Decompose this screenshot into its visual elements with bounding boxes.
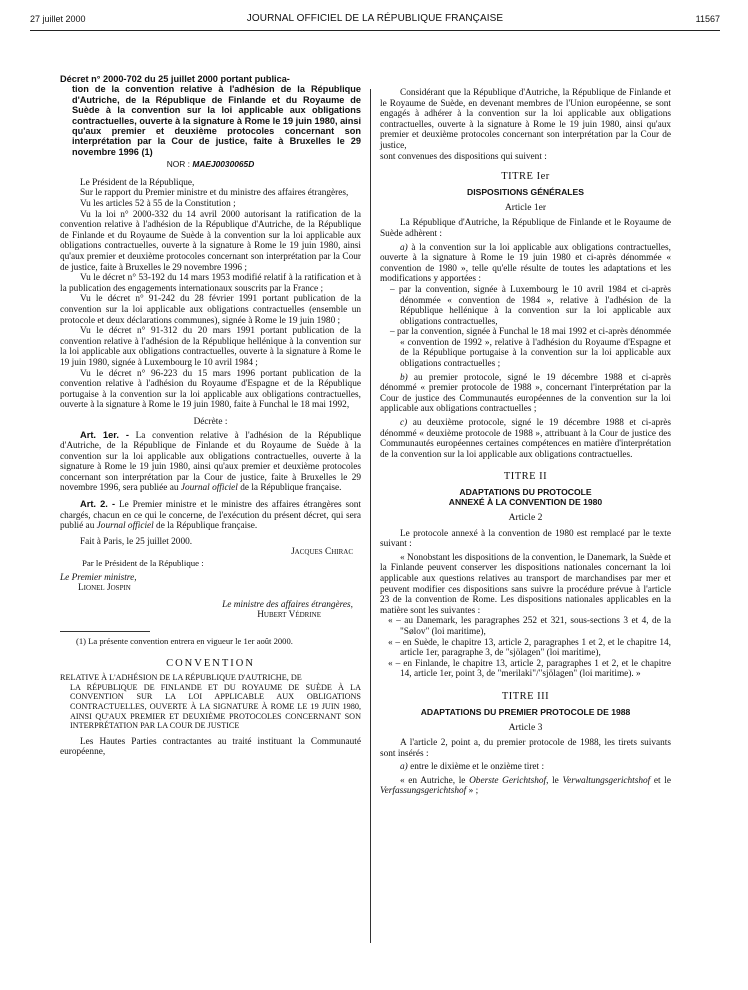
decree-paragraph: Vu le décret n° 91-312 du 20 mars 1991 portant publication de la convention relative à l'adhésion de la République hellénique à la convention sur la loi applicable aux obligations contractuelles, ouverte à la signature à Rome le 19 juin 1980, signée à Luxembourg le 10 avril 1984 ; (60, 326, 361, 368)
article-3-quote (380, 776, 671, 797)
article-2-label: Art. 2. - (80, 499, 116, 510)
point-b-text: au premier protocole, signé le 19 décembre 1988 et ci-après dénommé « premier protocole de 1988 », concernant l'interprétation par la Cour de justice des Communautés européennes de la convention sur la loi applicable aux obligations contractuelles ; (380, 372, 671, 415)
premier-ministre-title: Le Premier ministre, (60, 572, 137, 583)
article-2-text-end: de la République française. (153, 521, 258, 532)
court-name: Oberste Gerichtshof (469, 775, 547, 786)
nor-label: NOR : (166, 159, 190, 170)
quote-part: , le (546, 775, 563, 786)
journal-officiel-ref: Journal officiel (96, 521, 154, 532)
court-name: Verwaltungsgerichtshof (562, 775, 651, 786)
article-3-point-a (380, 762, 671, 773)
titre-2-subtitle-line2: ANNEXÉ À LA CONVENTION DE 1980 (448, 497, 603, 507)
footnote: (1) La présente convention entrera en vigueur le 1er août 2000. (76, 636, 293, 646)
nor-value: MAEJ0030065D (192, 159, 255, 170)
point-c (380, 418, 671, 460)
decree-paragraph: Vu le décret n° 53-192 du 14 mars 1953 modifié relatif à la ratification et à la publication des engagements internationaux souscrits par la France ; (60, 273, 361, 294)
point-b (380, 373, 671, 415)
header-date: 27 juillet 2000 (30, 14, 86, 24)
nor-reference (60, 159, 361, 170)
point-c-text: au deuxième protocole, signé le 19 décembre 1988 et ci-après dénommé « deuxième protocole de 1988 », attribuant à la Cour de justice des Communautés européennes certaines compétences en matière d'interprétation de la convention sur la loi applicable aux obligations contractuelles. (380, 418, 671, 460)
signature-president: Jacques Chirac (291, 547, 353, 558)
article-2-heading: Article 2 (508, 512, 543, 523)
decree-paragraph: Sur le rapport du Premier ministre et du ministre des affaires étrangères, (80, 188, 349, 199)
dash-item: – par la convention, signée à Luxembourg le 10 avril 1984 et ci-après dénommée « convention de 1984 », relative à l'adhésion de la République hellénique à la convention sur la loi applicable aux obligations contractuelles, (390, 284, 671, 327)
decree-paragraph: Vu le décret n° 91-242 du 28 février 1991 portant publication de la convention sur la loi applicable aux obligations contractuelles (ensemble un protocole et deux déclarations communes), signée à Rome le 19 juin 1980 ; (60, 294, 361, 326)
convention-subtitle (60, 673, 361, 731)
left-column (60, 74, 361, 758)
convention-title: CONVENTION (166, 657, 255, 669)
convention-subtitle-rest: LA RÉPUBLIQUE DE FINLANDE ET DU ROYAUME DE SUÈDE À LA CONVENTION SUR LA LOI APPLICABLE AUX OBLIGATIONS CONTRACTUELLES, OUVERTE À LA SIGNATURE À ROME LE 19 JUIN 1980, AINSI QU'AUX PREMIER ET DEUXIÈME PROTOCOLES CONCERNANT SON INTERPRÉTATION PAR LA COUR DE JUSTICE (70, 682, 361, 731)
right-column (380, 88, 671, 797)
article-1-intro: La République d'Autriche, la République de Finlande et le Royaume de Suède adhèrent : (380, 218, 671, 239)
article-1-heading: Article 1er (504, 201, 547, 213)
point-a (380, 243, 671, 285)
decree-title-rest: tion de la convention relative à l'adhésion de la République d'Autriche, de la République de Finlande et du Royaume de Suède à la convention sur la loi applicable aux obligations contractuelles, ouverte à la signature à Rome le 19 juin 1980, ainsi qu'aux premier et deuxième protocoles concernant son interprétation par la Cour de justice, faite à Bruxelles le 29 novembre 1996 (1) (72, 84, 362, 157)
article-2-text: Le Premier ministre et le ministre des affaires étrangères sont chargés, chacun en ce qui le concerne, de l'exécution du présent décret, qui sera publié au (60, 500, 362, 532)
dash-item: – par la convention, signée à Funchal le 18 mai 1992 et ci-après dénommée « convention de 1992 », relative à l'adhésion du Royaume d'Espagne et de la République portugaise à la convention sur la loi applicable aux obligations contractuelles ; (390, 327, 671, 370)
titre-1: TITRE Ier (501, 171, 550, 183)
article-1-text-end: de la République française. (237, 483, 342, 494)
article-2-quote: « Nonobstant les dispositions de la convention, le Danemark, la Suède et la Finlande peuvent conserver les dispositions nationales concernant la loi applicable aux questions relatives au transport de marchandises par mer et peuvent modifier ces dispositions sans suivre la procédure prévue à l'article 23 de la convention de Rome. Les dispositions nationales applicables en la matière sont les suivantes : (380, 552, 671, 616)
page-number: 11567 (695, 14, 720, 24)
titre-2: TITRE II (503, 471, 548, 483)
decree-paragraph: Vu les articles 52 à 55 de la Constitution ; (80, 199, 236, 210)
quote-part: » ; (466, 786, 479, 797)
header-rule (30, 30, 720, 31)
article-1-text: La convention relative à l'adhésion de la République d'Autriche, de la République de Finlande et du Royaume de Suède à la convention sur la loi applicable aux obligations contractuelles, ouverte à la signature à Rome le 19 juin 1980, ainsi qu'aux premier et deuxième protocoles concernant son interprétation par la Cour de justice, faite à Bruxelles le 29 novembre 1996, sera publiée au (60, 430, 361, 494)
quote-item: « – en Suède, le chapitre 13, article 2, paragraphes 1 et 2, et le chapitre 14, article 1er, paragraphe 3, de "sjölagen" (loi maritime), (388, 637, 671, 659)
considerant: Considérant que la République d'Autriche, la République de Finlande et le Royaume de Suède, en devenant membres de l'Union européenne, se sont engagés à adhérer à la convention sur la loi applicable aux obligations contractuelles, ouverte à la signature à Rome le 19 juin 1980, ainsi qu'aux premier et deuxième protocoles concernant son interprétation par la Cour de justice, (380, 88, 671, 151)
ministre-title: Le ministre des affaires étrangères, (222, 599, 353, 610)
titre-1-subtitle: DISPOSITIONS GÉNÉRALES (467, 186, 584, 197)
premier-ministre-name: Lionel Jospin (78, 583, 131, 594)
convention-intro: Les Hautes Parties contractantes au traité instituant la Communauté européenne, (60, 736, 361, 758)
journal-title: JOURNAL OFFICIEL DE LA RÉPUBLIQUE FRANÇAISE (246, 13, 504, 24)
quote-item: « – au Danemark, les paragraphes 252 et 321, sous-sections 3 et 4, de la "Sølov" (loi maritime), (388, 616, 671, 637)
article-3-point-a-text: entre le dixième et le onzième tiret : (407, 762, 545, 773)
decree-paragraph: Vu la loi n° 2000-332 du 14 avril 2000 autorisant la ratification de la convention relative à l'adhésion de la République d'Autriche, de la République de Finlande et du Royaume de Suède à la convention sur la loi applicable aux obligations contractuelles, ouverte à la signature à Rome le 19 juin 1980, ainsi qu'aux premier et deuxième protocoles concernant son interprétation par la Cour de justice, faite à Bruxelles le 29 novembre 1996 ; (60, 209, 361, 273)
ministre-name: Hubert Védrine (257, 610, 321, 621)
article-3-intro: A l'article 2, point a, du premier protocole de 1988, les tirets suivants sont insérés : (380, 738, 671, 759)
par-le-president: Par le Président de la République : (82, 558, 204, 569)
article-3-heading: Article 3 (508, 721, 543, 733)
quote-part: et le (650, 775, 671, 786)
article-1-label: Art. 1er. - (80, 429, 129, 440)
decree-paragraph: Le Président de la République, (80, 177, 195, 188)
footnote-rule (60, 631, 150, 632)
article-3-point-a-label: a) (400, 762, 408, 773)
point-b-label: b) (400, 372, 408, 383)
point-a-text: à la convention sur la loi applicable aux obligations contractuelles, ouverte à la signature à Rome le 19 juin 1980 et ci-après dénommée « convention de 1980 », telle qu'elle résulte de toutes les adaptations et les modifications y apportées : (380, 242, 671, 285)
decree-title-line1: Décret n° 2000-702 du 25 juillet 2000 portant publica- (60, 74, 290, 84)
court-name: Verfassungsgerichtshof (380, 786, 467, 797)
quote-item: « – en Finlande, le chapitre 13, article 2, paragraphes 1 et 2, et le chapitre 14, article 1er, point 3, de "merilaki"/"sjölagen" (loi maritime). » (388, 658, 671, 680)
titre-3: TITRE III (501, 690, 550, 702)
point-a-label: a) (400, 242, 408, 253)
convenues: sont convenues des dispositions qui suivent : (380, 151, 547, 162)
article-2-intro: Le protocole annexé à la convention de 1980 est remplacé par le texte suivant : (380, 528, 671, 550)
titre-2-subtitle-line1: ADAPTATIONS DU PROTOCOLE (459, 487, 592, 497)
quote-part: « en Autriche, le (400, 775, 470, 786)
decrete-heading: Décrète : (193, 416, 228, 427)
decree-paragraph: Vu le décret n° 96-223 du 15 mars 1996 portant publication de la convention relative à l'adhésion du Royaume d'Espagne et de la République portugaise à la convention sur la loi applicable aux obligations contractuelles, ouverte à la signature à Rome le 19 juin 1980, faite à Funchal le 18 mai 1992, (60, 368, 361, 411)
done-at: Fait à Paris, le 25 juillet 2000. (80, 536, 193, 547)
point-c-label: c) (400, 418, 408, 429)
convention-subtitle-line1: RELATIVE À L'ADHÉSION DE LA RÉPUBLIQUE D'AUTRICHE, DE (60, 673, 302, 683)
page-header (30, 12, 720, 28)
column-divider (370, 89, 371, 943)
titre-3-subtitle: ADAPTATIONS DU PREMIER PROTOCOLE DE 1988 (420, 706, 631, 717)
decree-title (60, 74, 361, 157)
titre-2-subtitle (380, 487, 671, 507)
journal-officiel-ref: Journal officiel (180, 483, 238, 494)
article-2 (60, 499, 361, 532)
article-1 (60, 430, 361, 495)
